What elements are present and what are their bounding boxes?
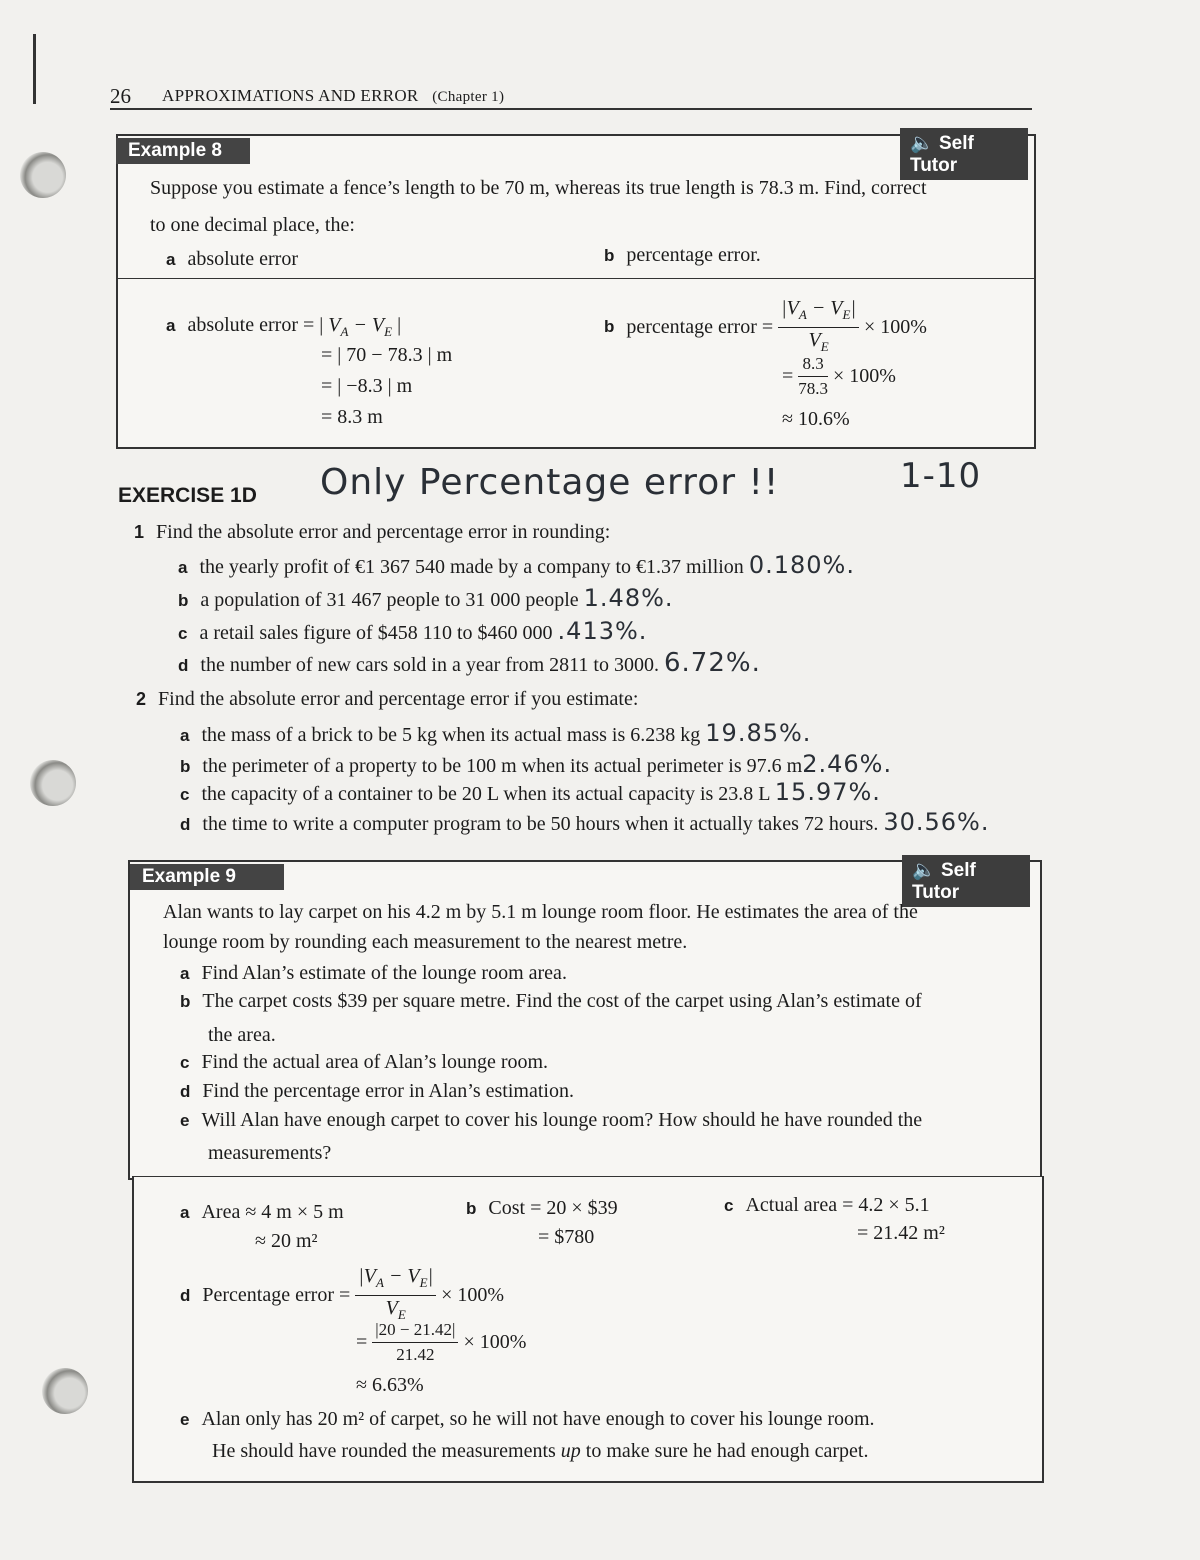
times-100: × 100%: [863, 316, 927, 338]
part-letter: b: [466, 1199, 477, 1218]
times-100: × 100%: [833, 365, 896, 387]
fraction-denominator: $V_E$: [385, 1297, 406, 1322]
item-letter: a: [180, 726, 190, 745]
running-title: [162, 86, 504, 106]
fraction-numerator: $|V_A - V_E|$: [355, 1264, 436, 1296]
cost-calc: Cost = 20 × $39: [488, 1197, 618, 1219]
handwritten-answer: .413%.: [557, 617, 648, 645]
example9-label: Example 9: [130, 864, 284, 890]
part-letter: e: [180, 1410, 190, 1429]
area-estimate: Area ≈ 4 m × 5 m: [201, 1201, 344, 1223]
q2-item-d: [180, 808, 989, 836]
binder-hole-middle: [30, 760, 76, 806]
example9-sol-c-line1: [724, 1194, 930, 1217]
item-letter: b: [178, 591, 189, 610]
pct-error-head: Percentage error =: [202, 1284, 351, 1306]
part-letter: b: [180, 992, 191, 1011]
abs-error-expr: $V_A - V_E$: [328, 314, 393, 339]
binder-hole-top: [20, 152, 66, 198]
example9-sol-e-line2: [212, 1440, 868, 1463]
example8-question-line2: to one decimal place, the:: [150, 214, 355, 236]
speaker-icon: 🔈: [912, 860, 936, 881]
times-100: × 100%: [463, 1331, 527, 1353]
example9-sol-a-line2: ≈ 20 m²: [255, 1230, 318, 1252]
fraction-numerator: 8.3: [798, 352, 828, 377]
question-stem: Find the absolute error and percentage error in rounding:: [156, 521, 611, 543]
page-number: 26: [110, 84, 131, 108]
fraction-denominator: 21.42: [396, 1345, 435, 1364]
q1-item-a: [178, 551, 855, 579]
item-text: a retail sales figure of $458 110 to $460 000: [199, 622, 553, 644]
example8-part-a: [166, 248, 298, 271]
part-letter: c: [724, 1196, 734, 1215]
example9-sol-d-line2: [356, 1318, 526, 1367]
pct-error-fraction-values: [372, 1318, 458, 1367]
example9-part-c: [180, 1051, 548, 1074]
item-letter: b: [180, 757, 191, 776]
part-text: The carpet costs $39 per square metre. Find the cost of the carpet using Alan’s estimate of: [202, 990, 922, 1012]
example8-sol-b-line1: [604, 296, 927, 359]
item-letter: d: [178, 656, 189, 675]
handwritten-answer: 1.48%.: [583, 584, 674, 612]
example9-part-d: [180, 1080, 574, 1103]
fraction-denominator: 78.3: [798, 379, 829, 398]
part-text: absolute error: [187, 248, 298, 270]
self-tutor-label: Self Tutor: [912, 860, 976, 903]
handwritten-note: Only Percentage error !!: [320, 462, 780, 503]
self-tutor-label: Self Tutor: [910, 133, 974, 176]
pct-error-fraction-values: [798, 352, 828, 401]
example9-sol-b-line1: [466, 1197, 618, 1220]
handwritten-answer: 2.46%.: [802, 750, 893, 778]
fraction-numerator: $|V_A - V_E|$: [778, 296, 859, 328]
item-text: the number of new cars sold in a year from 2811 to 3000.: [200, 654, 659, 676]
margin-line: [33, 34, 36, 104]
example8-sol-a-line3: = | −8.3 | m: [321, 375, 413, 397]
equals: =: [356, 1331, 368, 1353]
handwritten-range: 1-10: [900, 456, 982, 496]
part-letter: d: [180, 1285, 191, 1305]
q1-item-b: [178, 584, 674, 612]
example8-self-tutor[interactable]: [900, 128, 1028, 180]
handwritten-answer: 30.56%.: [883, 808, 990, 836]
example8-question-line1: Suppose you estimate a fence’s length to be 70 m, whereas its true length is 78.3 m. Find, correct: [150, 177, 927, 199]
part-letter: b: [604, 317, 615, 337]
q2-item-c: [180, 778, 881, 806]
part-letter: d: [180, 1082, 191, 1101]
part-text: Will Alan have enough carpet to cover his lounge room? How should he have rounded the: [201, 1109, 923, 1131]
conclusion-text: Alan only has 20 m² of carpet, so he will not have enough to cover his lounge room.: [201, 1408, 875, 1430]
q2-item-a: [180, 719, 811, 747]
equals: =: [782, 365, 794, 387]
fraction-numerator: |20 − 21.42|: [372, 1318, 458, 1343]
example8-sol-a-line2: = | 70 − 78.3 | m: [321, 344, 453, 366]
q2-item-b: [180, 750, 892, 778]
example8-sol-a-line1: a absolute error = | $V_A - V_E$ |: [166, 314, 402, 339]
item-letter: d: [180, 815, 191, 834]
item-text: the time to write a computer program to be 50 hours when it actually takes 72 hours.: [202, 813, 879, 835]
pct-error-head: percentage error =: [626, 316, 774, 338]
example8-sol-b-result: ≈ 10.6%: [782, 408, 850, 430]
example9-sol-d-result: ≈ 6.63%: [356, 1374, 424, 1396]
handwritten-answer: 0.180%.: [748, 551, 855, 579]
item-text: a population of 31 467 people to 31 000 people: [200, 589, 579, 611]
part-letter: a: [166, 250, 176, 269]
q1-item-d: [178, 648, 761, 678]
q2-stem: [136, 688, 638, 711]
example9-intro-line1: Alan wants to lay carpet on his 4.2 m by 5.1 m lounge room floor. He estimates the area of the: [163, 901, 918, 923]
exercise-title: EXERCISE 1D: [118, 484, 257, 507]
handwritten-answer: 19.85%.: [705, 719, 812, 747]
emphasis-up: up: [560, 1440, 581, 1462]
conclusion-text: He should have rounded the measurements: [212, 1440, 556, 1462]
example9-sol-b-line2: = $780: [538, 1226, 595, 1248]
handwritten-answer: 6.72%.: [663, 648, 761, 678]
example9-sol-c-line2: = 21.42 m²: [857, 1222, 945, 1244]
example9-part-b-line2: the area.: [208, 1024, 276, 1046]
part-letter: c: [180, 1053, 190, 1072]
item-text: the mass of a brick to be 5 kg when its actual mass is 6.238 kg: [201, 724, 701, 746]
item-text: the capacity of a container to be 20 L when its actual capacity is 23.8 L: [201, 783, 770, 805]
example9-part-e-line2: measurements?: [208, 1142, 332, 1164]
actual-area-calc: Actual area = 4.2 × 5.1: [745, 1194, 930, 1216]
example9-part-b: [180, 990, 922, 1013]
example8-part-b: [604, 244, 761, 267]
question-stem: Find the absolute error and percentage error if you estimate:: [158, 688, 639, 710]
header-rule: [110, 108, 1032, 110]
binder-hole-bottom: [42, 1368, 88, 1414]
running-chapter: (Chapter 1): [432, 89, 505, 105]
item-text: the perimeter of a property to be 100 m when its actual perimeter is 97.6 m: [202, 755, 803, 777]
item-text: the yearly profit of €1 367 540 made by a company to €1.37 million: [199, 556, 744, 578]
item-letter: c: [178, 624, 188, 643]
part-letter: a: [166, 316, 176, 335]
part-letter: e: [180, 1111, 190, 1130]
running-title-text: APPROXIMATIONS AND ERROR: [162, 86, 419, 105]
pct-error-fraction: [778, 296, 859, 359]
part-text: Find the actual area of Alan’s lounge room.: [201, 1051, 549, 1073]
item-letter: c: [180, 785, 190, 804]
q1-item-c: [178, 617, 647, 645]
times-100: × 100%: [441, 1284, 505, 1306]
part-letter: a: [180, 1203, 190, 1222]
q1-stem: [134, 521, 610, 544]
part-text: percentage error.: [626, 244, 761, 266]
example8-label: Example 8: [116, 138, 250, 164]
part-letter: a: [180, 964, 190, 983]
example9-sol-e-line1: [180, 1408, 875, 1431]
example8-sol-a-line4: = 8.3 m: [321, 406, 383, 428]
example9-intro-line2: lounge room by rounding each measurement to the nearest metre.: [163, 931, 688, 953]
item-letter: a: [178, 558, 188, 577]
part-letter: b: [604, 246, 615, 265]
speaker-icon: 🔈: [910, 133, 934, 154]
fraction-denominator: $V_E$: [808, 329, 829, 354]
example8-sol-b-line2: [782, 352, 896, 401]
part-text: Find the percentage error in Alan’s estimation.: [202, 1080, 574, 1102]
example9-part-a: [180, 962, 567, 985]
example9-part-e: [180, 1109, 922, 1132]
example9-self-tutor[interactable]: [902, 855, 1030, 907]
handwritten-answer: 15.97%.: [774, 778, 881, 806]
conclusion-text: to make sure he had enough carpet.: [585, 1440, 869, 1462]
part-text: Find Alan’s estimate of the lounge room area.: [201, 962, 567, 984]
abs-error-head: absolute error = |: [187, 314, 324, 336]
question-number: 1: [134, 522, 145, 542]
question-number: 2: [136, 689, 147, 709]
example9-sol-a-line1: [180, 1201, 344, 1224]
